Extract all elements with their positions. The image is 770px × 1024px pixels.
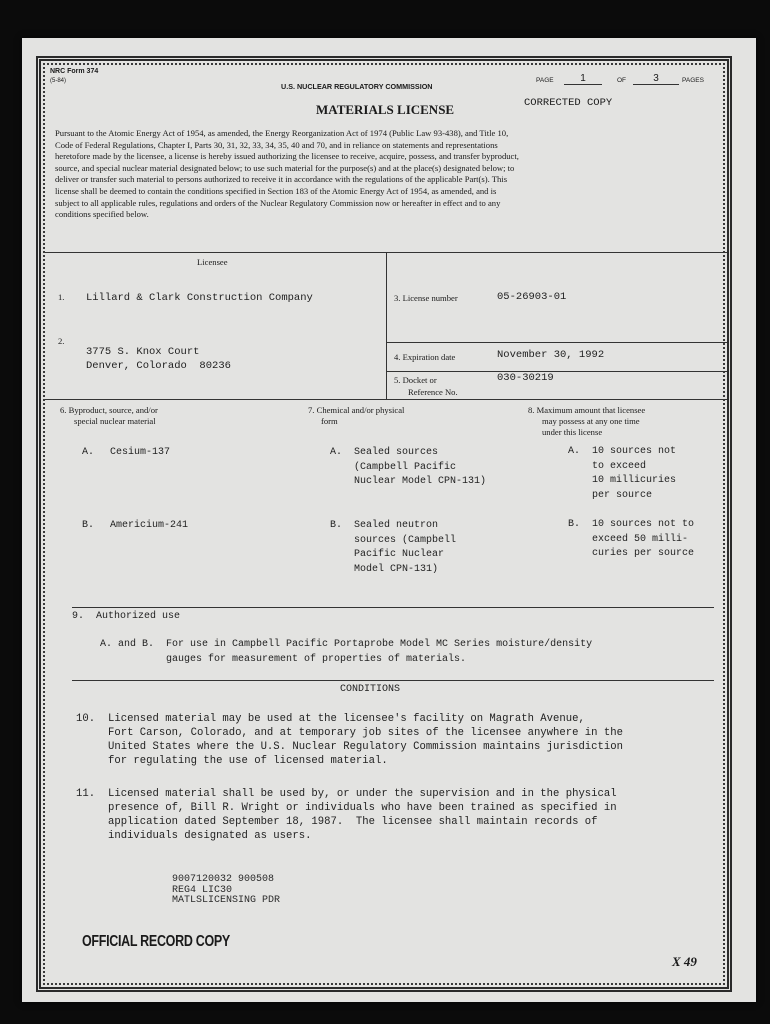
expiration-label: 4. Expiration date — [394, 352, 456, 362]
item-number: 1. — [58, 292, 65, 302]
total-pages: 3 — [633, 74, 679, 85]
pages-label: PAGES — [682, 77, 704, 84]
material-amount: B. 10 sources not to exceed 50 milli- curies per source — [568, 519, 695, 559]
stamp-line: 9007120032 900508 — [172, 874, 275, 885]
license-number: 05-26903-01 — [497, 291, 567, 303]
condition-text: Licensed material may be used at the licensee's facility on Magrath Avenue, Fort Carson, Colorado, and at temporary job sites of the licensee anywhere in the United States where the U.S. Nuclear Regulatory Commission maintains jurisdiction for regulating the use of licensed material. — [108, 713, 623, 768]
form-revision: (5-84) — [50, 78, 67, 84]
agency-name: U.S. NUCLEAR REGULATORY COMMISSION — [281, 82, 433, 91]
divider — [386, 252, 387, 400]
authority-preamble — [55, 128, 715, 221]
divider — [72, 607, 714, 608]
expiration-date: November 30, 1992 — [497, 349, 605, 361]
docket-label: Reference No. — [408, 387, 458, 397]
stamp-line: REG4 LIC30 — [172, 884, 233, 896]
column-heading-material: special nuclear material — [74, 416, 156, 426]
handwritten-mark: X 49 — [672, 954, 697, 969]
form-id: NRC Form 374 — [50, 68, 99, 75]
material-form: A. Sealed sources (Campbell Pacific Nuclear Model CPN-131) — [330, 447, 487, 487]
of-label: OF — [617, 77, 627, 84]
material-name: Cesium-137 — [110, 447, 171, 458]
authorized-use-heading: 9. Authorized use — [72, 611, 181, 622]
document-control-stamp — [172, 875, 280, 907]
preamble-line: source, and special nuclear material designated below; to use such material for the purpose(s) and at the place(s) designated below; to — [55, 162, 515, 173]
conditions-heading: CONDITIONS — [340, 684, 401, 695]
column-heading-amount: 8. Maximum amount that licensee — [528, 405, 646, 415]
column-heading-material: 6. Byproduct, source, and/or — [60, 405, 158, 415]
material-name: Americium-241 — [110, 520, 189, 531]
column-heading-form: form — [321, 416, 338, 426]
page-number: 1 — [564, 74, 602, 85]
preamble-line: license shall be deemed to contain the conditions specified in Section 183 of the Atomic Energy Act of 1954, as amended, and is — [55, 185, 497, 196]
licensee-name: Lillard & Clark Construction Company — [86, 292, 313, 304]
preamble-line: subject to all applicable rules, regulations and orders of the Nuclear Regulatory Commission now or hereafter in effect and to any — [55, 197, 501, 208]
condition-number: 11. — [76, 788, 96, 800]
condition-number: 10. — [76, 713, 96, 725]
docket-label: 5. Docket or — [394, 375, 437, 385]
licensee-address-line1: 3775 S. Knox Court — [86, 346, 200, 358]
divider — [386, 342, 727, 343]
docket-number: 030-30219 — [497, 372, 554, 384]
authorized-use-text: A. and B. For use in Campbell Pacific Portaprobe Model MC Series moisture/density gauges for measurement of properties of materials. — [100, 639, 593, 665]
column-heading-amount: under this license — [542, 427, 603, 437]
column-heading-amount: may possess at any one time — [542, 416, 640, 426]
corrected-copy-stamp: CORRECTED COPY — [524, 97, 613, 109]
page-label: PAGE — [536, 77, 554, 84]
preamble-line: conditions specified below. — [55, 209, 149, 220]
material-letter: B. — [82, 520, 95, 531]
official-record-copy: OFFICIAL RECORD COPY — [82, 932, 230, 950]
condition-text: Licensed material shall be used by, or under the supervision and in the physical presence of, Bill R. Wright or individuals who have been trained as specified in application dated September 18, 1987. The licensee shall maintain records of individuals designated as users. — [108, 788, 617, 843]
material-letter: A. — [82, 447, 95, 458]
preamble-line: deliver or transfer such material to persons authorized to receive it in accordance with the regulations of the applicable Part(s). This — [55, 174, 508, 185]
preamble-line: Code of Federal Regulations, Chapter I, Parts 30, 31, 32, 33, 34, 35, 40 and 70, and in reliance on statements and representations — [55, 139, 498, 150]
material-amount: A. 10 sources not to exceed 10 millicuries per source — [568, 446, 677, 501]
divider — [45, 399, 727, 400]
column-heading-form: 7. Chemical and/or physical — [308, 405, 405, 415]
material-form: B. Sealed neutron sources (Campbell Pacific Nuclear Model CPN-131) — [330, 520, 457, 575]
document-title: MATERIALS LICENSE — [316, 102, 455, 117]
stamp-line: MATLSLICENSING PDR — [172, 895, 281, 906]
preamble-line: heretofore made by the licensee, a license is hereby issued authorizing the licensee to receive, acquire, possess, and transfer byproduct, — [55, 151, 519, 162]
item-number: 2. — [58, 336, 65, 346]
divider — [72, 680, 714, 681]
preamble-line: Pursuant to the Atomic Energy Act of 1954, as amended, the Energy Reorganization Act of 1974 (Public Law 93-438), and Title 10, — [55, 128, 509, 138]
licensee-heading: Licensee — [197, 257, 228, 267]
licensee-address-line2: Denver, Colorado 80236 — [86, 360, 231, 372]
license-number-label: 3. License number — [394, 293, 458, 303]
divider — [386, 371, 727, 372]
